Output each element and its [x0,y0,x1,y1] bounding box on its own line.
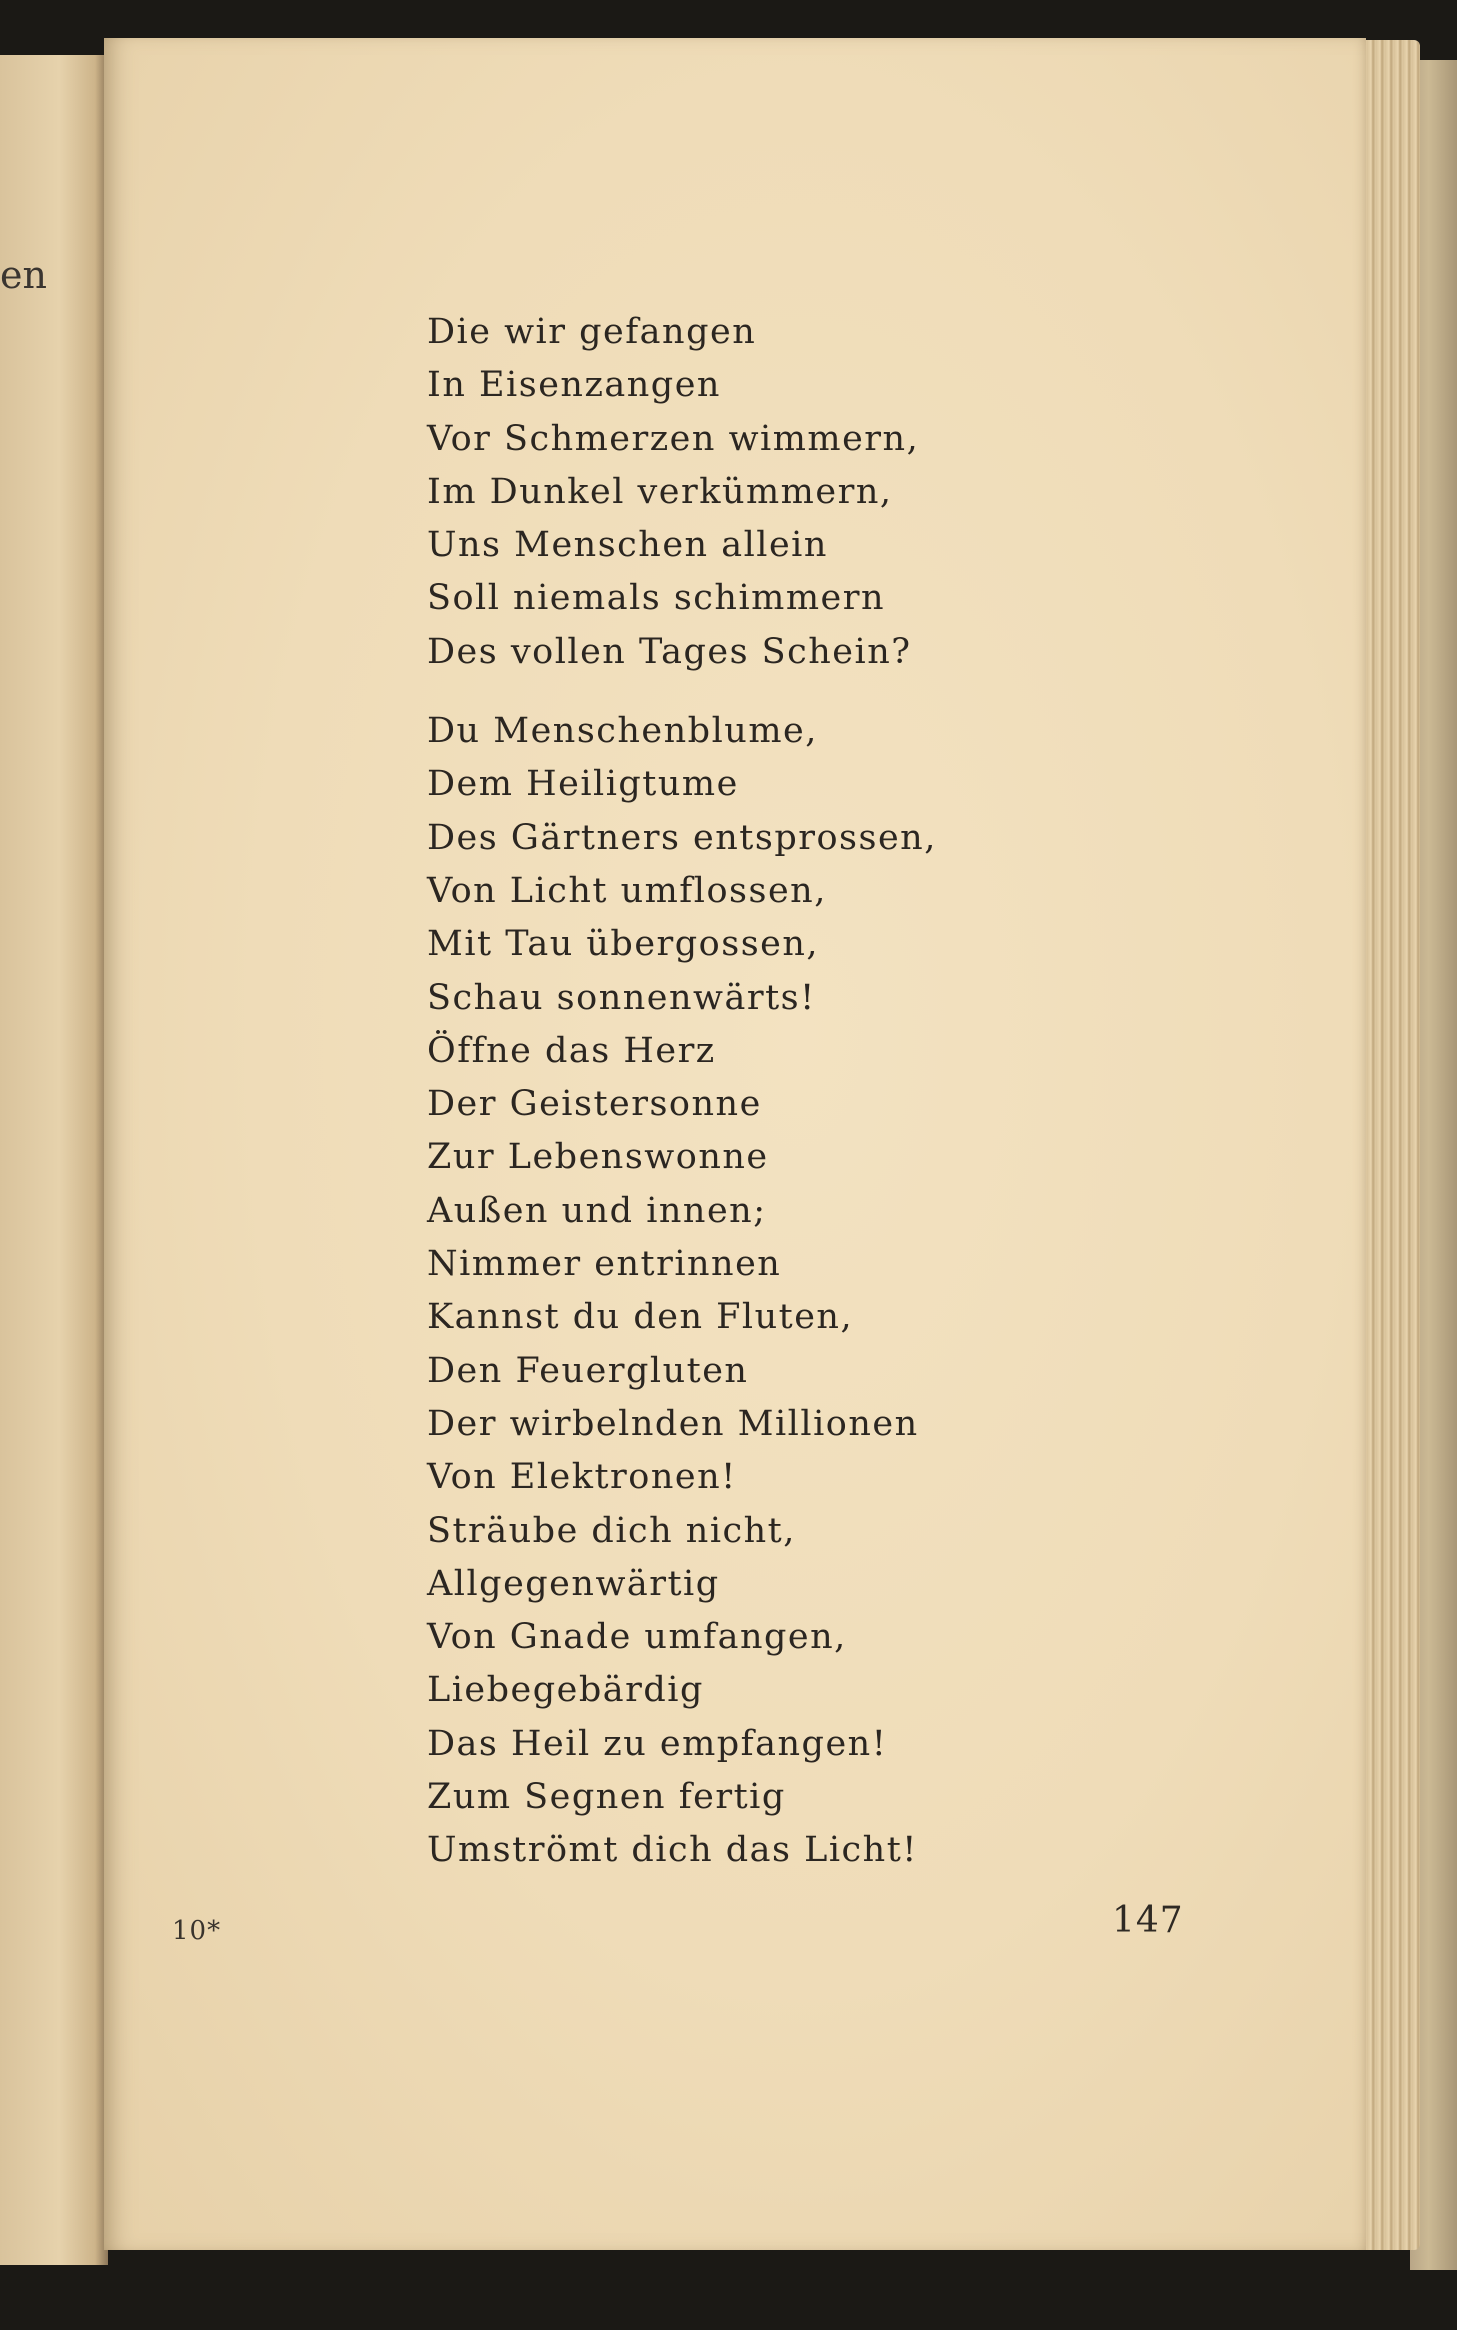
poem-line: Umströmt dich das Licht! [427,1830,918,1871]
poem-line: Von Elektronen! [427,1457,737,1498]
book-page [104,38,1366,2250]
poem-text [427,306,1147,1878]
poem-line: Der wirbelnden Millionen [427,1403,919,1444]
poem-line: Uns Menschen allein [427,525,828,566]
poem-line: Des vollen Tages Schein? [427,631,912,672]
left-page-edge [0,55,108,2265]
poem-line: Mit Tau übergossen, [427,924,820,965]
signature-mark: 10* [172,1916,222,1946]
poem-line: Dem Heiligtume [427,764,739,805]
stanza-2 [427,705,1147,1878]
poem-line: Öffne das Herz [427,1030,716,1071]
poem-line: Von Licht umflossen, [427,870,827,911]
poem-line: Nimmer entrinnen [427,1244,782,1285]
page-number: 147 [1112,1900,1184,1941]
poem-line: Liebegebärdig [427,1670,704,1711]
left-page-text-fragment: en [0,253,47,297]
poem-line: Vor Schmerzen wimmern, [427,418,920,459]
poem-line: Du Menschenblume, [427,711,818,752]
poem-line: Der Geistersonne [427,1084,762,1125]
poem-line: Zum Segnen fertig [427,1777,786,1818]
poem-line: Außen und innen; [427,1190,767,1231]
poem-line: Schau sonnenwärts! [427,977,816,1018]
poem-line: In Eisenzangen [427,365,721,406]
poem-line: Zur Lebenswonne [427,1137,769,1178]
poem-line: Das Heil zu empfangen! [427,1723,888,1764]
poem-line: Von Gnade umfangen, [427,1617,847,1658]
poem-line: Kannst du den Fluten, [427,1297,854,1338]
poem-line: Des Gärtners entsprossen, [427,817,937,858]
stanza-1 [427,306,1147,679]
poem-line: Allgegenwärtig [427,1563,720,1604]
poem-line: Im Dunkel verkümmern, [427,471,893,512]
poem-line: Soll niemals schimmern [427,578,886,619]
poem-line: Sträube dich nicht, [427,1510,796,1551]
poem-line: Den Feuergluten [427,1350,749,1391]
poem-line: Die wir gefangen [427,312,757,352]
